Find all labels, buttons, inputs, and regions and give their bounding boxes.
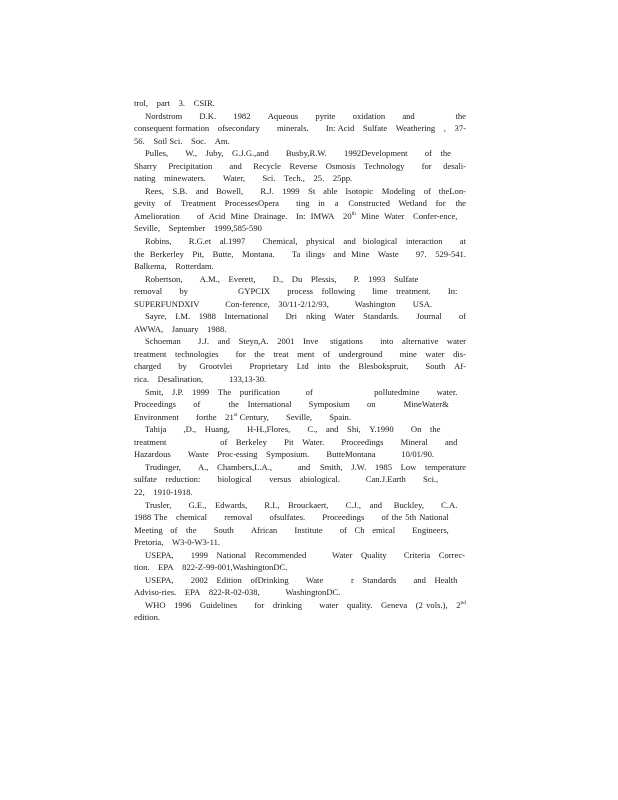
reference-text-tail: Century, Seville, Spain. xyxy=(239,411,351,422)
reference-entry xyxy=(134,461,466,499)
reference-entry xyxy=(134,549,466,574)
reference-entry xyxy=(134,273,466,311)
reference-text: Rees, S.B. and Bowell, R.J. 1999 St able Isotopic Modeling of theLon-gevity of Treatment ProcessesOpera ting in a Constructed Wetland for the Amelioration of Acid Mine Drainage. In: IMWA 20 xyxy=(134,185,466,221)
reference-text: Nordstrom D.K. 1982 Aqueous pyrite oxidation and the consequent formation ofsecondary minerals. In: Acid Sulfate Weathering , 37-56. Soil Sci. Soc. Am. xyxy=(134,110,466,146)
reference-text: USEPA, 2002 Edition ofDrinking Wate r Standards and Health Adviso-ries. EPA 822-R-02-038, WashingtonDC. xyxy=(134,574,466,598)
reference-entry xyxy=(134,423,466,461)
reference-entry xyxy=(134,335,466,385)
reference-entry xyxy=(134,310,466,335)
reference-entry xyxy=(134,147,466,185)
reference-text: Robertson, A.M., Everett, D., Du Plessis, P. 1993 Sulfate removal by GYPCIX process following lime treatment. In: SUPERFUNDXIV Con-ference, 30/11-2/12/93, Washington USA. xyxy=(134,273,466,309)
reference-text: Trudinger, A., Chambers,L.A., and Smith, J.W. 1985 Low temperature sulfate reduction: biological versus abiological. Can.J.Earth Sci., 22, 1910-1918. xyxy=(134,461,466,497)
reference-entry xyxy=(134,110,466,148)
reference-text-tail: edition. xyxy=(134,612,161,623)
reference-list xyxy=(134,97,466,624)
reference-text: Robins, R.G.et al.1997 Chemical, physical and biological interaction at the Berkerley Pit, Butte, Montana. Ta ilings and Mine Waste 97. 529-541. Balkema, Rotterdam. xyxy=(134,236,466,272)
reference-text: WHO 1996 Guidelines for drinking water quality. Geneva (2 vols.), 2 xyxy=(145,599,461,610)
ordinal-suffix: th xyxy=(351,210,356,217)
reference-entry xyxy=(134,574,466,599)
reference-text: trol, part 3. CSIR. xyxy=(134,98,215,108)
reference-entry xyxy=(134,599,466,624)
reference-text: Smit, J.P. 1999 The purification of pollutedmine water. Proceedings of the International Symposium on MineWater& Environment forthe 21 xyxy=(134,386,466,422)
reference-entry xyxy=(134,235,466,273)
reference-text: Trusler, G.E., Edwards, R.I., Brouckaert, C.J., and Buckley, C.A. 1988 The chemical removal ofsulfates. Proceedings of the 5th National Meeting of the South African Institute of Ch emical Engineers, Pretoria, W3-0-W3-11. xyxy=(134,499,466,548)
reference-text: USEPA, 1999 National Recommended Water Quality Criteria Correc-tion. EPA 822-Z-99-001,WashingtonDC. xyxy=(134,549,466,573)
reference-text-tail: Mine Water Confer-ence, Seville, September 1999,585-590 xyxy=(134,210,466,234)
reference-entry xyxy=(134,386,466,424)
reference-text: Pulles, W., Juby, G.J.G.,and Busby,R.W. 1992Development of the Sharry Precipitation and Recycle Reverse Osmosis Technology for desali-nating minewaters. Water, Sci. Tech., 25. 25pp. xyxy=(134,148,466,184)
reference-entry xyxy=(134,499,466,549)
reference-text: Sayre, I.M. 1988 International Dri nking Water Standards. Journal of AWWA, January 1988. xyxy=(134,311,466,334)
ordinal-suffix: nd xyxy=(460,599,466,606)
reference-text: Tahija ,D., Huang, H-H.,Flores, C., and Shi, Y.1990 On the treatment of Berkeley Pit Water. Proceedings Mineral and Hazardous Waste Proc-essing Symposium. ButteMontana 10/01/90. xyxy=(134,424,466,460)
ordinal-suffix: st xyxy=(233,411,238,418)
reference-entry xyxy=(134,97,466,110)
reference-text: Schoeman J.J. and Steyn,A. 2001 Inve stigations into alternative water treatment technologies for the treat ment of underground mine water dis-charged by Grootvlei Proprietary Ltd into the Blesbokspruit, South Af-rica. Desalination, 133,13-30. xyxy=(134,336,466,385)
reference-entry xyxy=(134,185,466,235)
